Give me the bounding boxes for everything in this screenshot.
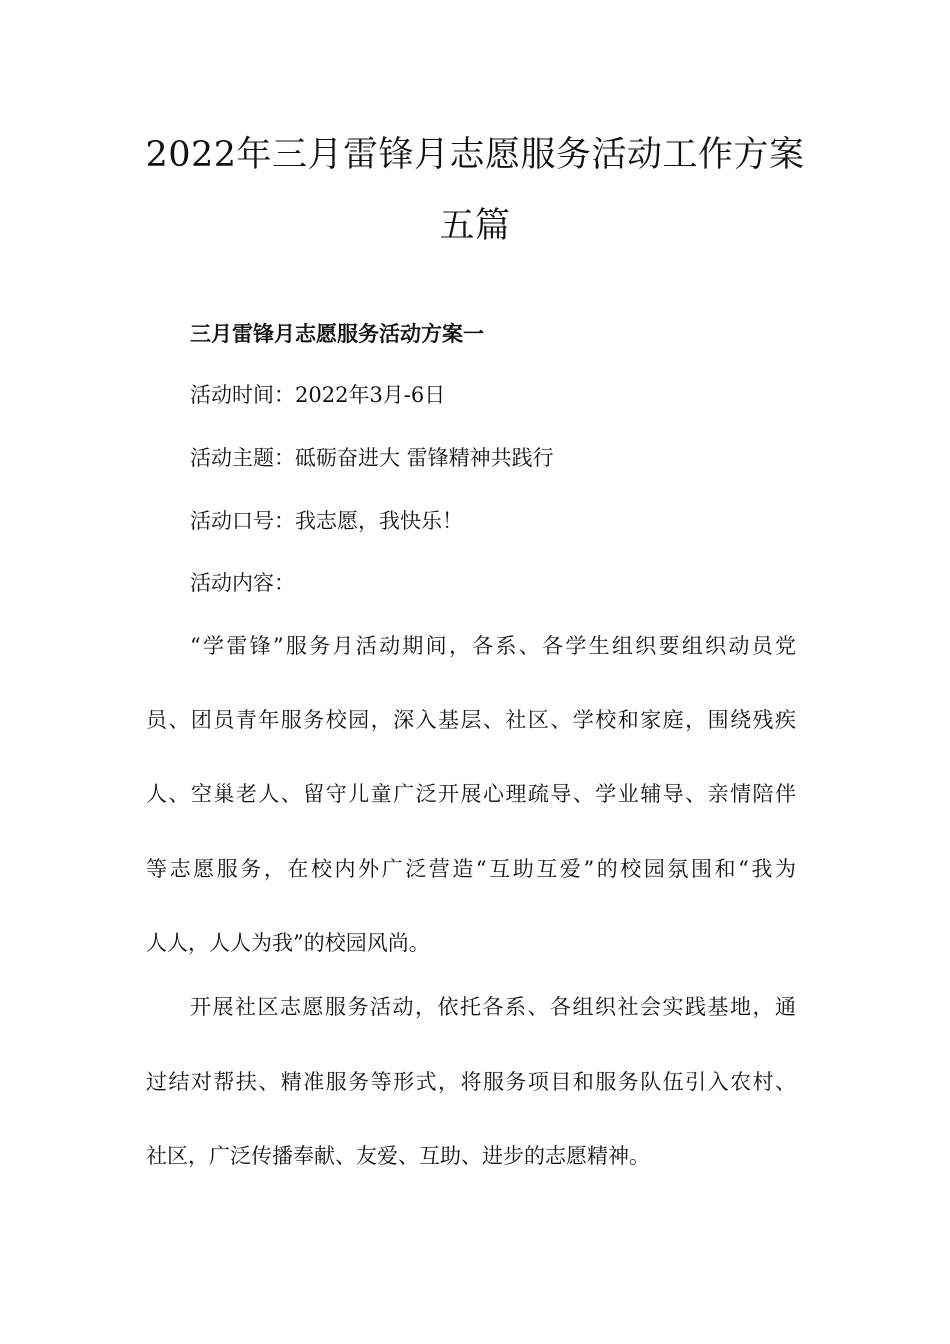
paragraph-2-line: 过结对帮扶、精准服务等形式，将服务项目和服务队伍引入农村、: [146, 1070, 796, 1094]
document-title-line-2: 五篇: [439, 206, 511, 246]
paragraph-2-line: 社区，广泛传播奉献、友爱、互助、进步的志愿精神。: [146, 1144, 650, 1168]
paragraph-1-line: 等志愿服务，在校内外广泛营造“互助互爱”的校园氛围和“我为: [146, 857, 796, 881]
paragraph-1-line: “学雷锋”服务月活动期间，各系、各学生组织要组织动员党: [190, 634, 796, 658]
section-heading: 三月雷锋月志愿服务活动方案一: [190, 321, 484, 346]
paragraph-2-line: 开展社区志愿服务活动，依托各系、各组织社会实践基地，通: [190, 995, 796, 1019]
activity-theme: 活动主题：砥砺奋进大 雷锋精神共践行: [190, 446, 554, 470]
paragraph-1-line: 人、空巢老人、留守儿童广泛开展心理疏导、学业辅导、亲情陪伴: [146, 782, 796, 806]
activity-slogan: 活动口号：我志愿，我快乐！: [190, 509, 463, 533]
activity-content-label: 活动内容：: [190, 571, 295, 595]
paragraph-1-line: 人人，人人为我”的校园风尚。: [146, 931, 430, 955]
paragraph-1-line: 员、团员青年服务校园，深入基层、社区、学校和家庭，围绕残疾: [146, 708, 796, 732]
document-title-line-1: 2022年三月雷锋月志愿服务活动工作方案: [145, 135, 805, 175]
activity-time: 活动时间：2022年3月-6日: [190, 383, 446, 407]
